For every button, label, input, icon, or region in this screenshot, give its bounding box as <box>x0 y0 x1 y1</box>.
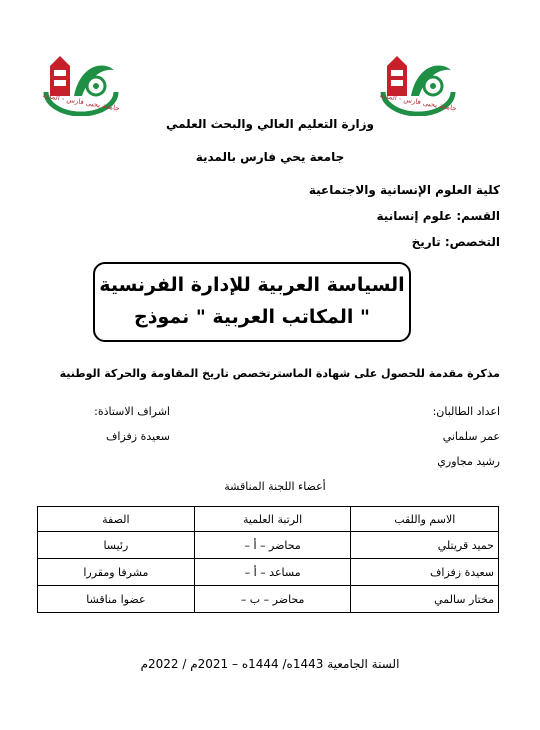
university-name: جامعة يحي فارس بالمدية <box>195 150 345 164</box>
supervisor-label: اشراف الاستاذة: <box>94 405 170 418</box>
academic-year: السنة الجامعية 1443ه/ 1444ه – 2021م / 2022م <box>140 657 400 671</box>
student-name-2: رشيد مجاوري <box>437 455 500 468</box>
committee-heading: أعضاء اللجنة المناقشة <box>224 480 326 493</box>
member-rank: مساعد – أ – <box>194 559 351 586</box>
department-name: القسم: علوم إنسانية <box>376 209 500 223</box>
member-name: سعيدة زفزاف <box>351 559 499 586</box>
faculty-name: كلية العلوم الإنسانية والاجتماعية <box>308 183 500 197</box>
column-header-role: الصفة <box>38 507 195 532</box>
table-header-row <box>38 507 499 532</box>
member-name: مختار سالمي <box>351 586 499 613</box>
member-rank: محاضر – ب – <box>194 586 351 613</box>
member-rank: محاضر – أ – <box>194 532 351 559</box>
supervisor-name: سعيدة زفزاف <box>106 430 170 443</box>
thesis-title-box <box>93 262 411 342</box>
university-logo-caption-left: جامعة يحيى فارس - المدية <box>41 91 121 113</box>
thesis-title-line-2: " المكاتب العربية " نموذج <box>134 306 370 328</box>
students-label: اعداد الطالبان: <box>432 405 500 418</box>
thesis-title-line-1: السياسة العربية للإدارة الفرنسية <box>99 274 405 296</box>
table-row <box>38 532 499 559</box>
university-logo-caption-right: جامعة يحيى فارس - المدية <box>378 91 458 113</box>
student-name-1: عمر سلماني <box>442 430 500 443</box>
table-row <box>38 559 499 586</box>
committee-table <box>37 506 499 613</box>
member-name: حميد قريتلي <box>351 532 499 559</box>
member-role: مشرفا ومقررا <box>38 559 195 586</box>
column-header-name: الاسم واللقب <box>351 507 499 532</box>
member-role: رئيسا <box>38 532 195 559</box>
column-header-rank: الرتبة العلمية <box>194 507 351 532</box>
specialty-name: التخصص: تاريخ <box>411 235 500 249</box>
ministry-name: وزارة التعليم العالي والبحث العلمي <box>165 117 375 131</box>
table-row <box>38 586 499 613</box>
member-role: عضوا مناقشا <box>38 586 195 613</box>
thesis-description: مذكرة مقدمة للحصول على شهادة الماسترتخصص تاريخ المقاومة والحركة الوطنية <box>59 367 500 380</box>
